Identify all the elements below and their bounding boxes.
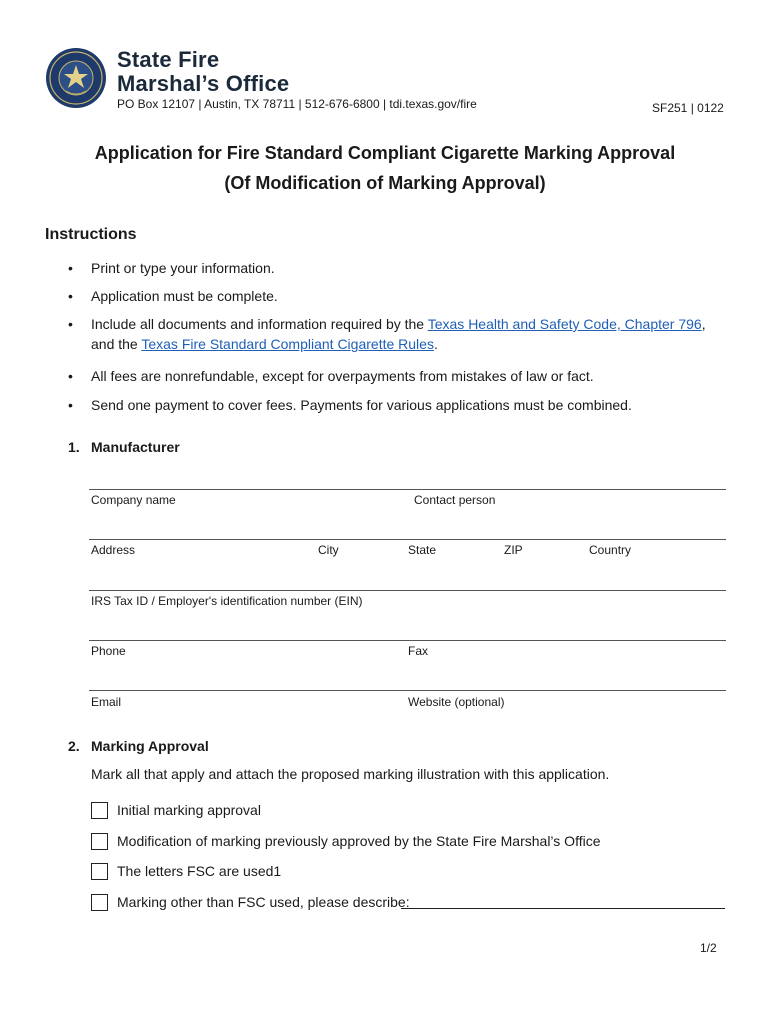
phone-field[interactable]: Phone: [91, 644, 126, 658]
company-name-field[interactable]: Company name: [91, 493, 176, 507]
page-number: 1/2: [700, 941, 717, 955]
org-name-line1: State Fire: [117, 47, 220, 72]
address-field[interactable]: Address: [91, 543, 136, 557]
checkbox-label: Initial marking approval: [117, 802, 261, 818]
section-number: 2.: [68, 738, 80, 754]
checkbox-label: Modification of marking previously approved by the State Fire Marshal’s Office: [117, 833, 601, 849]
fsc-letters-checkbox[interactable]: [91, 863, 108, 880]
instructions-heading: Instructions: [45, 226, 137, 243]
country-field[interactable]: Country: [589, 543, 632, 557]
form-title-line2: (Of Modification of Marking Approval): [224, 173, 546, 193]
initial-marking-checkbox[interactable]: [91, 802, 108, 819]
state-fire-marshal-seal-icon: [45, 47, 107, 109]
bullet-dot: •: [68, 397, 73, 413]
section-number: 1.: [68, 439, 80, 455]
section2-intro: Mark all that apply and attach the proposed marking illustration with this application.: [91, 766, 610, 782]
instruction-item-documents: [91, 314, 731, 354]
contact-line: PO Box 12107 | Austin, TX 78711 | 512-676-6800 | tdi.texas.gov/fire: [117, 97, 477, 111]
bullet-dot: •: [68, 316, 73, 332]
instruction-item: All fees are nonrefundable, except for overpayments from mistakes of law or fact.: [91, 368, 594, 384]
instruction-item: Application must be complete.: [91, 288, 278, 304]
other-marking-checkbox[interactable]: [91, 894, 108, 911]
checkbox-label: Marking other than FSC used, please describe:: [117, 894, 410, 910]
checkbox-label: The letters FSC are used1: [117, 863, 282, 879]
field-rule: [89, 539, 726, 540]
fax-field[interactable]: Fax: [408, 644, 429, 658]
modification-marking-checkbox[interactable]: [91, 833, 108, 850]
bullet-dot: •: [68, 260, 73, 276]
ein-field[interactable]: IRS Tax ID / Employer's identification number (EIN): [91, 594, 363, 608]
contact-person-field[interactable]: Contact person: [414, 493, 496, 507]
field-rule: [89, 690, 726, 691]
bullet-dot: •: [68, 288, 73, 304]
instruction-text: Include all documents and information required by the: [91, 316, 428, 332]
fsc-cigarette-rules-link[interactable]: Texas Fire Standard Compliant Cigarette Rules: [141, 336, 434, 352]
field-rule: [89, 489, 726, 490]
city-field[interactable]: City: [318, 543, 339, 557]
state-field[interactable]: State: [408, 543, 437, 557]
website-field[interactable]: Website (optional): [408, 695, 505, 709]
form-id: SF251 | 0122: [652, 101, 724, 115]
instruction-item: Print or type your information.: [91, 260, 275, 276]
field-rule: [89, 590, 726, 591]
instruction-text: , and the: [91, 316, 706, 352]
bullet-dot: •: [68, 368, 73, 384]
zip-field[interactable]: ZIP: [504, 543, 523, 557]
health-safety-code-link[interactable]: Texas Health and Safety Code, Chapter 796: [427, 316, 702, 332]
email-field[interactable]: Email: [91, 695, 122, 709]
section-title-marking-approval: Marking Approval: [91, 738, 209, 754]
instruction-item: Send one payment to cover fees. Payments for various applications must be combined.: [91, 397, 632, 413]
instruction-text: .: [433, 336, 438, 352]
org-name-line2: Marshal’s Office: [117, 71, 290, 96]
field-rule: [89, 640, 726, 641]
form-title-line1: Application for Fire Standard Compliant Cigarette Marking Approval: [94, 143, 676, 163]
describe-input-line[interactable]: [401, 908, 725, 909]
section-title-manufacturer: Manufacturer: [91, 439, 180, 455]
